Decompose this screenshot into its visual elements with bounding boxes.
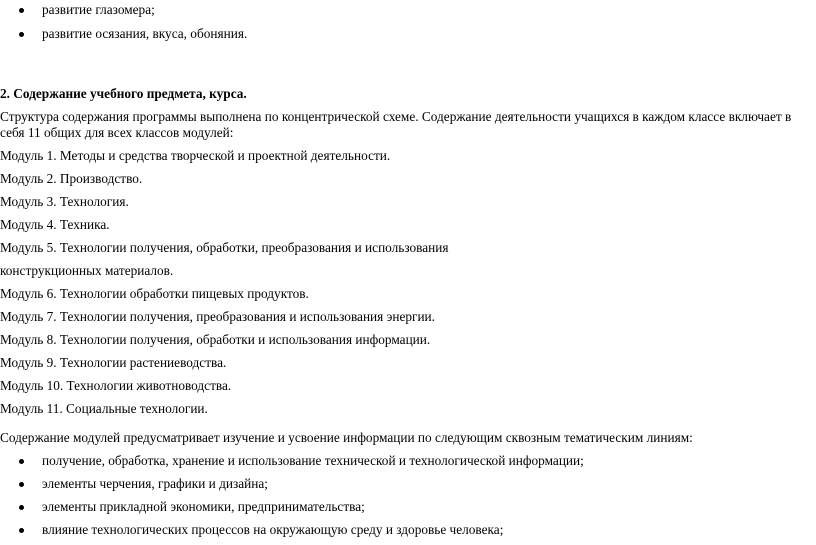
structure-paragraph: Структура содержания программы выполнена по концентрической схеме. Содержание деятельности учащихся в каждом классе включает в себя 11 общих для всех классов модулей: xyxy=(0,109,792,140)
intro-bullet-list xyxy=(0,2,816,50)
list-item-text: элементы черчения, графики и дизайна; xyxy=(42,476,268,491)
module-line: Модуль 8. Технологии получения, обработки и использования информации. xyxy=(0,332,431,347)
module-line: Модуль 10. Технологии животноводства. xyxy=(0,378,232,393)
bullet-icon xyxy=(19,32,24,37)
module-line: Модуль 6. Технологии обработки пищевых продуктов. xyxy=(0,286,309,301)
module-list xyxy=(0,148,816,424)
module-line: Модуль 9. Технологии растениеводства. xyxy=(0,355,227,370)
module-line: Модуль 3. Технология. xyxy=(0,194,129,209)
list-item xyxy=(0,2,816,18)
module-line: Модуль 2. Производство. xyxy=(0,171,143,186)
list-item-text: развитие глазомера; xyxy=(42,2,155,17)
bullet-icon xyxy=(19,459,24,464)
module-line: Модуль 7. Технологии получения, преобразования и использования энергии. xyxy=(0,309,435,324)
list-item xyxy=(0,476,816,492)
list-item xyxy=(0,26,816,42)
bullet-icon xyxy=(19,482,24,487)
list-item xyxy=(0,499,816,515)
list-item xyxy=(0,522,816,538)
module-line: Модуль 4. Техника. xyxy=(0,217,110,232)
module-line: Модуль 11. Социальные технологии. xyxy=(0,401,208,416)
bullet-icon xyxy=(19,528,24,533)
bullet-icon xyxy=(19,505,24,510)
module-line: Модуль 5. Технологии получения, обработки, преобразования и использования xyxy=(0,240,449,255)
bullet-icon xyxy=(19,8,24,13)
thematic-lines-list xyxy=(0,453,816,545)
module-line: Модуль 1. Методы и средства творческой и проектной деятельности. xyxy=(0,148,391,163)
list-item-text: развитие осязания, вкуса, обоняния. xyxy=(42,26,248,41)
list-item-text: влияние технологических процессов на окружающую среду и здоровье человека; xyxy=(42,522,504,537)
list-item-text: получение, обработка, хранение и использование технической и технологической информации; xyxy=(42,453,584,468)
list-item-text: элементы прикладной экономики, предпринимательства; xyxy=(42,499,365,514)
list-item xyxy=(0,453,816,469)
module-line: конструкционных материалов. xyxy=(0,263,174,278)
thematic-lines-intro: Содержание модулей предусматривает изучение и усвоение информации по следующим сквозным тематическим линиям: xyxy=(0,430,693,445)
section-heading: 2. Содержание учебного предмета, курса. xyxy=(0,86,247,101)
